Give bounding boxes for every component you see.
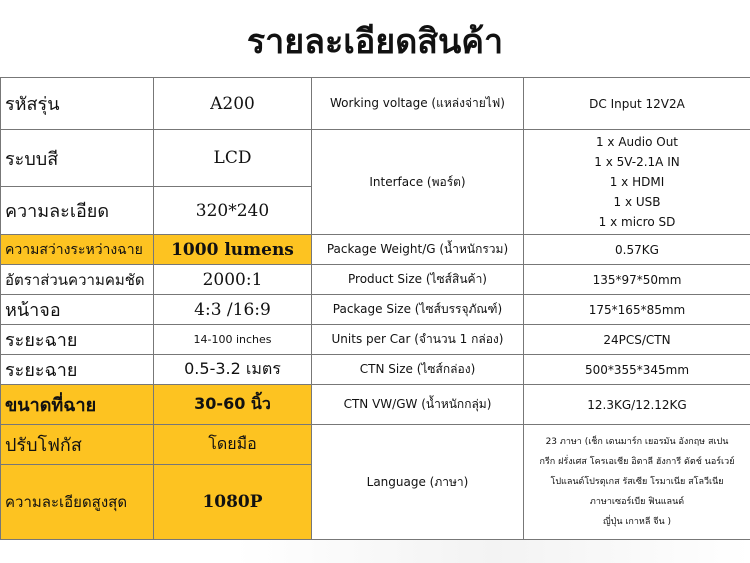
interface-line: 1 x Audio Out bbox=[595, 135, 679, 149]
val-interface bbox=[524, 130, 750, 235]
interface-line: 1 x HDMI bbox=[609, 175, 665, 189]
val-ctn-weight: 12.3KG/12.12KG bbox=[524, 385, 750, 425]
val-package-size: 175*165*85mm bbox=[524, 295, 750, 325]
table-row bbox=[1, 385, 750, 425]
value-contrast: 2000:1 bbox=[154, 265, 312, 295]
label-model: รหัสรุ่น bbox=[1, 78, 154, 130]
value-model: A200 bbox=[154, 78, 312, 130]
table-row bbox=[1, 325, 750, 355]
table-row bbox=[1, 265, 750, 295]
prop-working-voltage: Working voltage (แหล่งจ่ายไฟ) bbox=[312, 78, 524, 130]
footer-fade bbox=[235, 540, 750, 563]
label-projection-size: ขนาดที่ฉาย bbox=[1, 385, 154, 425]
value-focus: โดยมือ bbox=[154, 425, 312, 465]
language-line: ญี่ปุ่น เกาหลี จีน ) bbox=[602, 517, 672, 527]
value-throw-range: 14-100 inches bbox=[154, 325, 312, 355]
label-color-system: ระบบสี bbox=[1, 130, 154, 187]
table-row bbox=[1, 235, 750, 265]
interface-line: 1 x micro SD bbox=[598, 215, 676, 229]
value-projection-size: 30-60 นิ้ว bbox=[154, 385, 312, 425]
value-throw-distance: 0.5-3.2 เมตร bbox=[154, 355, 312, 385]
val-working-voltage: DC Input 12V2A bbox=[524, 78, 750, 130]
label-focus: ปรับโฟกัส bbox=[1, 425, 154, 465]
language-line: 23 ภาษา (เช็ก เดนมาร์ก เยอรมัน อังกฤษ สเปน bbox=[545, 437, 729, 447]
prop-ctn-size: CTN Size (ไซส์กล่อง) bbox=[312, 355, 524, 385]
val-product-size: 135*97*50mm bbox=[524, 265, 750, 295]
prop-package-weight: Package Weight/G (น้ำหนักรวม) bbox=[312, 235, 524, 265]
page-title: รายละเอียดสินค้า bbox=[246, 22, 504, 62]
value-screen: 4:3 /16:9 bbox=[154, 295, 312, 325]
prop-interface: Interface (พอร์ต) bbox=[312, 130, 524, 235]
label-throw-distance: ระยะฉาย bbox=[1, 355, 154, 385]
val-ctn-size: 500*355*345mm bbox=[524, 355, 750, 385]
table-row bbox=[1, 425, 750, 465]
value-color-system: LCD bbox=[154, 130, 312, 187]
label-screen: หน้าจอ bbox=[1, 295, 154, 325]
prop-language: Language (ภาษา) bbox=[312, 425, 524, 540]
table-row bbox=[1, 130, 750, 187]
val-units-per-carton: 24PCS/CTN bbox=[524, 325, 750, 355]
prop-units-per-carton: Units per Car (จำนวน 1 กล่อง) bbox=[312, 325, 524, 355]
language-line: ภาษาเซอร์เบีย ฟินแลนด์ bbox=[589, 497, 685, 507]
value-max-resolution: 1080P bbox=[154, 465, 312, 540]
language-line: โปแลนด์โปรตุเกส รัสเซีย โรมาเนีย สโลวีเนีย bbox=[550, 477, 724, 487]
prop-package-size: Package Size (ไซส์บรรจุภัณฑ์) bbox=[312, 295, 524, 325]
table-row bbox=[1, 295, 750, 325]
label-resolution: ความละเอียด bbox=[1, 187, 154, 235]
val-language bbox=[524, 425, 750, 540]
interface-line: 1 x USB bbox=[613, 195, 661, 209]
language-line: กรีก ฝรั่งเศส โครเอเชีย อิตาลี ฮังการี ดัตช์ นอร์เวย์ bbox=[539, 457, 735, 467]
prop-product-size: Product Size (ไซส์สินค้า) bbox=[312, 265, 524, 295]
table-row bbox=[1, 78, 750, 130]
label-contrast: อัตราส่วนความคมชัด bbox=[1, 265, 154, 295]
label-throw-range: ระยะฉาย bbox=[1, 325, 154, 355]
value-brightness: 1000 lumens bbox=[154, 235, 312, 265]
interface-line: 1 x 5V-2.1A IN bbox=[594, 155, 680, 169]
value-resolution: 320*240 bbox=[154, 187, 312, 235]
val-package-weight: 0.57KG bbox=[524, 235, 750, 265]
table-row bbox=[1, 355, 750, 385]
label-max-resolution: ความละเอียดสูงสุด bbox=[1, 465, 154, 540]
spec-table bbox=[0, 77, 750, 540]
label-brightness: ความสว่างระหว่างฉาย bbox=[1, 235, 154, 265]
prop-ctn-weight: CTN VW/GW (น้ำหนักกลุ่ม) bbox=[312, 385, 524, 425]
